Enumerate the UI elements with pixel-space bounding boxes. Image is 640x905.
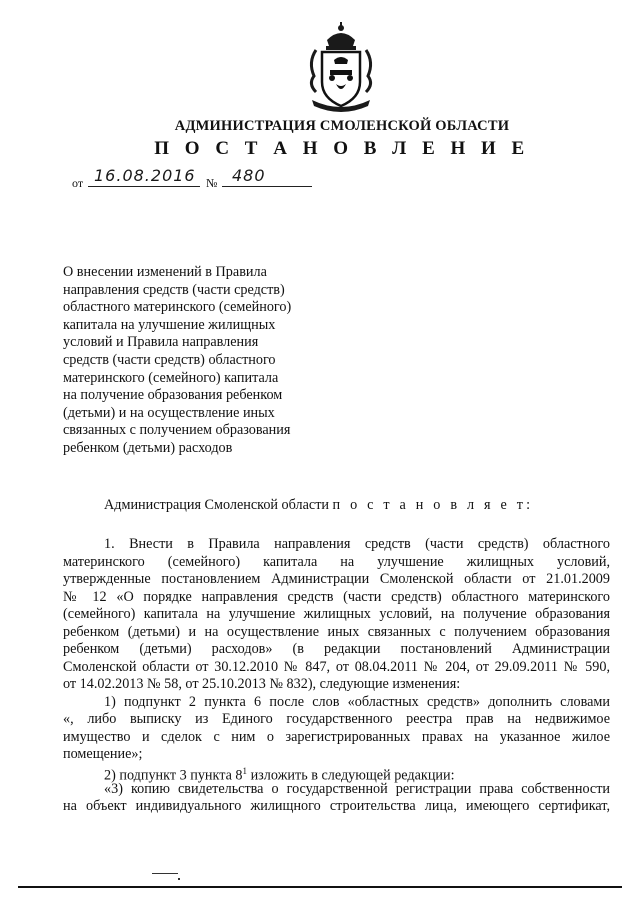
document-type-title: П О С Т А Н О В Л Е Н И Е (154, 138, 530, 159)
subject-line: ребенком (детьми) расходов (63, 439, 233, 456)
sub3-line: на объект индивидуального жилищного строительства лица, имеющего сертификат, (63, 798, 610, 814)
item1-line: ребенком (детьми) расходов» (в редакции постановлений Администрации (63, 641, 610, 657)
subject-line: областного материнского (семейного) (63, 299, 292, 316)
date-prefix: от (72, 176, 84, 190)
item1-line: 1. Внести в Правила направления средств (части средств) областного (104, 536, 610, 552)
footer-mark (152, 873, 178, 874)
sub1-line: имущество и сделок с ним о зарегистрированных правах на указанное жилое (63, 729, 610, 745)
number-prefix: № (206, 176, 218, 190)
coat-of-arms-emblem (302, 22, 380, 114)
subject-line: (детьми) и на осуществление иных (63, 404, 275, 421)
sub2-text-after: изложить в следующей редакции: (247, 767, 455, 784)
subject-line: капитала на улучшение жилищных (63, 316, 276, 333)
number-underline (222, 186, 312, 187)
document-subject (63, 264, 310, 458)
resolution-verb: п о с т а н о в л я е т: (332, 497, 534, 513)
sub2-superscript: 1 (242, 766, 248, 776)
sub1-line: «, либо выписку из Единого государственного реестра прав на недвижимое (63, 711, 610, 727)
subject-line: средств (части средств) областного (63, 351, 276, 368)
sub1-line: 1) подпункт 2 пункта 6 после слов «областных средств» дополнить словами (104, 694, 610, 710)
item1-line: № 12 «О порядке направления средств (части средств) областного материнского (63, 589, 610, 605)
footer-rule (18, 886, 622, 888)
handwritten-number: 480 (232, 166, 266, 185)
subject-line: О внесении изменений в Правила (63, 264, 267, 280)
item1-line: Смоленской области от 30.12.2010 № 847, от 08.04.2011 № 204, от 29.09.2011 № 590, (63, 659, 610, 675)
item1-line: материнского (семейного) капитала на улучшение жилищных условий, (63, 554, 610, 570)
subject-line: условий и Правила направления (63, 334, 259, 351)
date-underline (88, 186, 200, 187)
subject-line: направления средств (части средств) (63, 281, 285, 298)
handwritten-date: 16.08.2016 (94, 166, 196, 185)
item1-line: ребенком (детьми) и на осуществление иных связанных с получением образования (63, 624, 610, 640)
subject-line: связанных с получением образования (63, 422, 291, 439)
resolution-intro (104, 497, 604, 515)
footer-dot (178, 878, 180, 880)
sub2-text-before: 2) подпункт 3 пункта 8 (104, 767, 243, 784)
sub3-line: «3) копию свидетельства о государственной регистрации права собственности (104, 781, 610, 797)
subject-line: материнского (семейного) капитала (63, 369, 279, 386)
resolution-intro-text: Администрация Смоленской области (104, 497, 329, 513)
item1-line: (семейного) капитала на улучшение жилищных условий, на получение образования (63, 606, 610, 622)
item1-line: утвержденные постановлением Администрации Смоленской области от 21.01.2009 (63, 571, 610, 587)
item1-line: от 14.02.2013 № 58, от 25.10.2013 № 832), следующие изменения: (63, 676, 461, 692)
sub1-line: помещение»; (63, 746, 143, 762)
organization-name: АДМИНИСТРАЦИЯ СМОЛЕНСКОЙ ОБЛАСТИ (174, 118, 510, 134)
subject-line: на получение образования ребенком (63, 387, 283, 404)
